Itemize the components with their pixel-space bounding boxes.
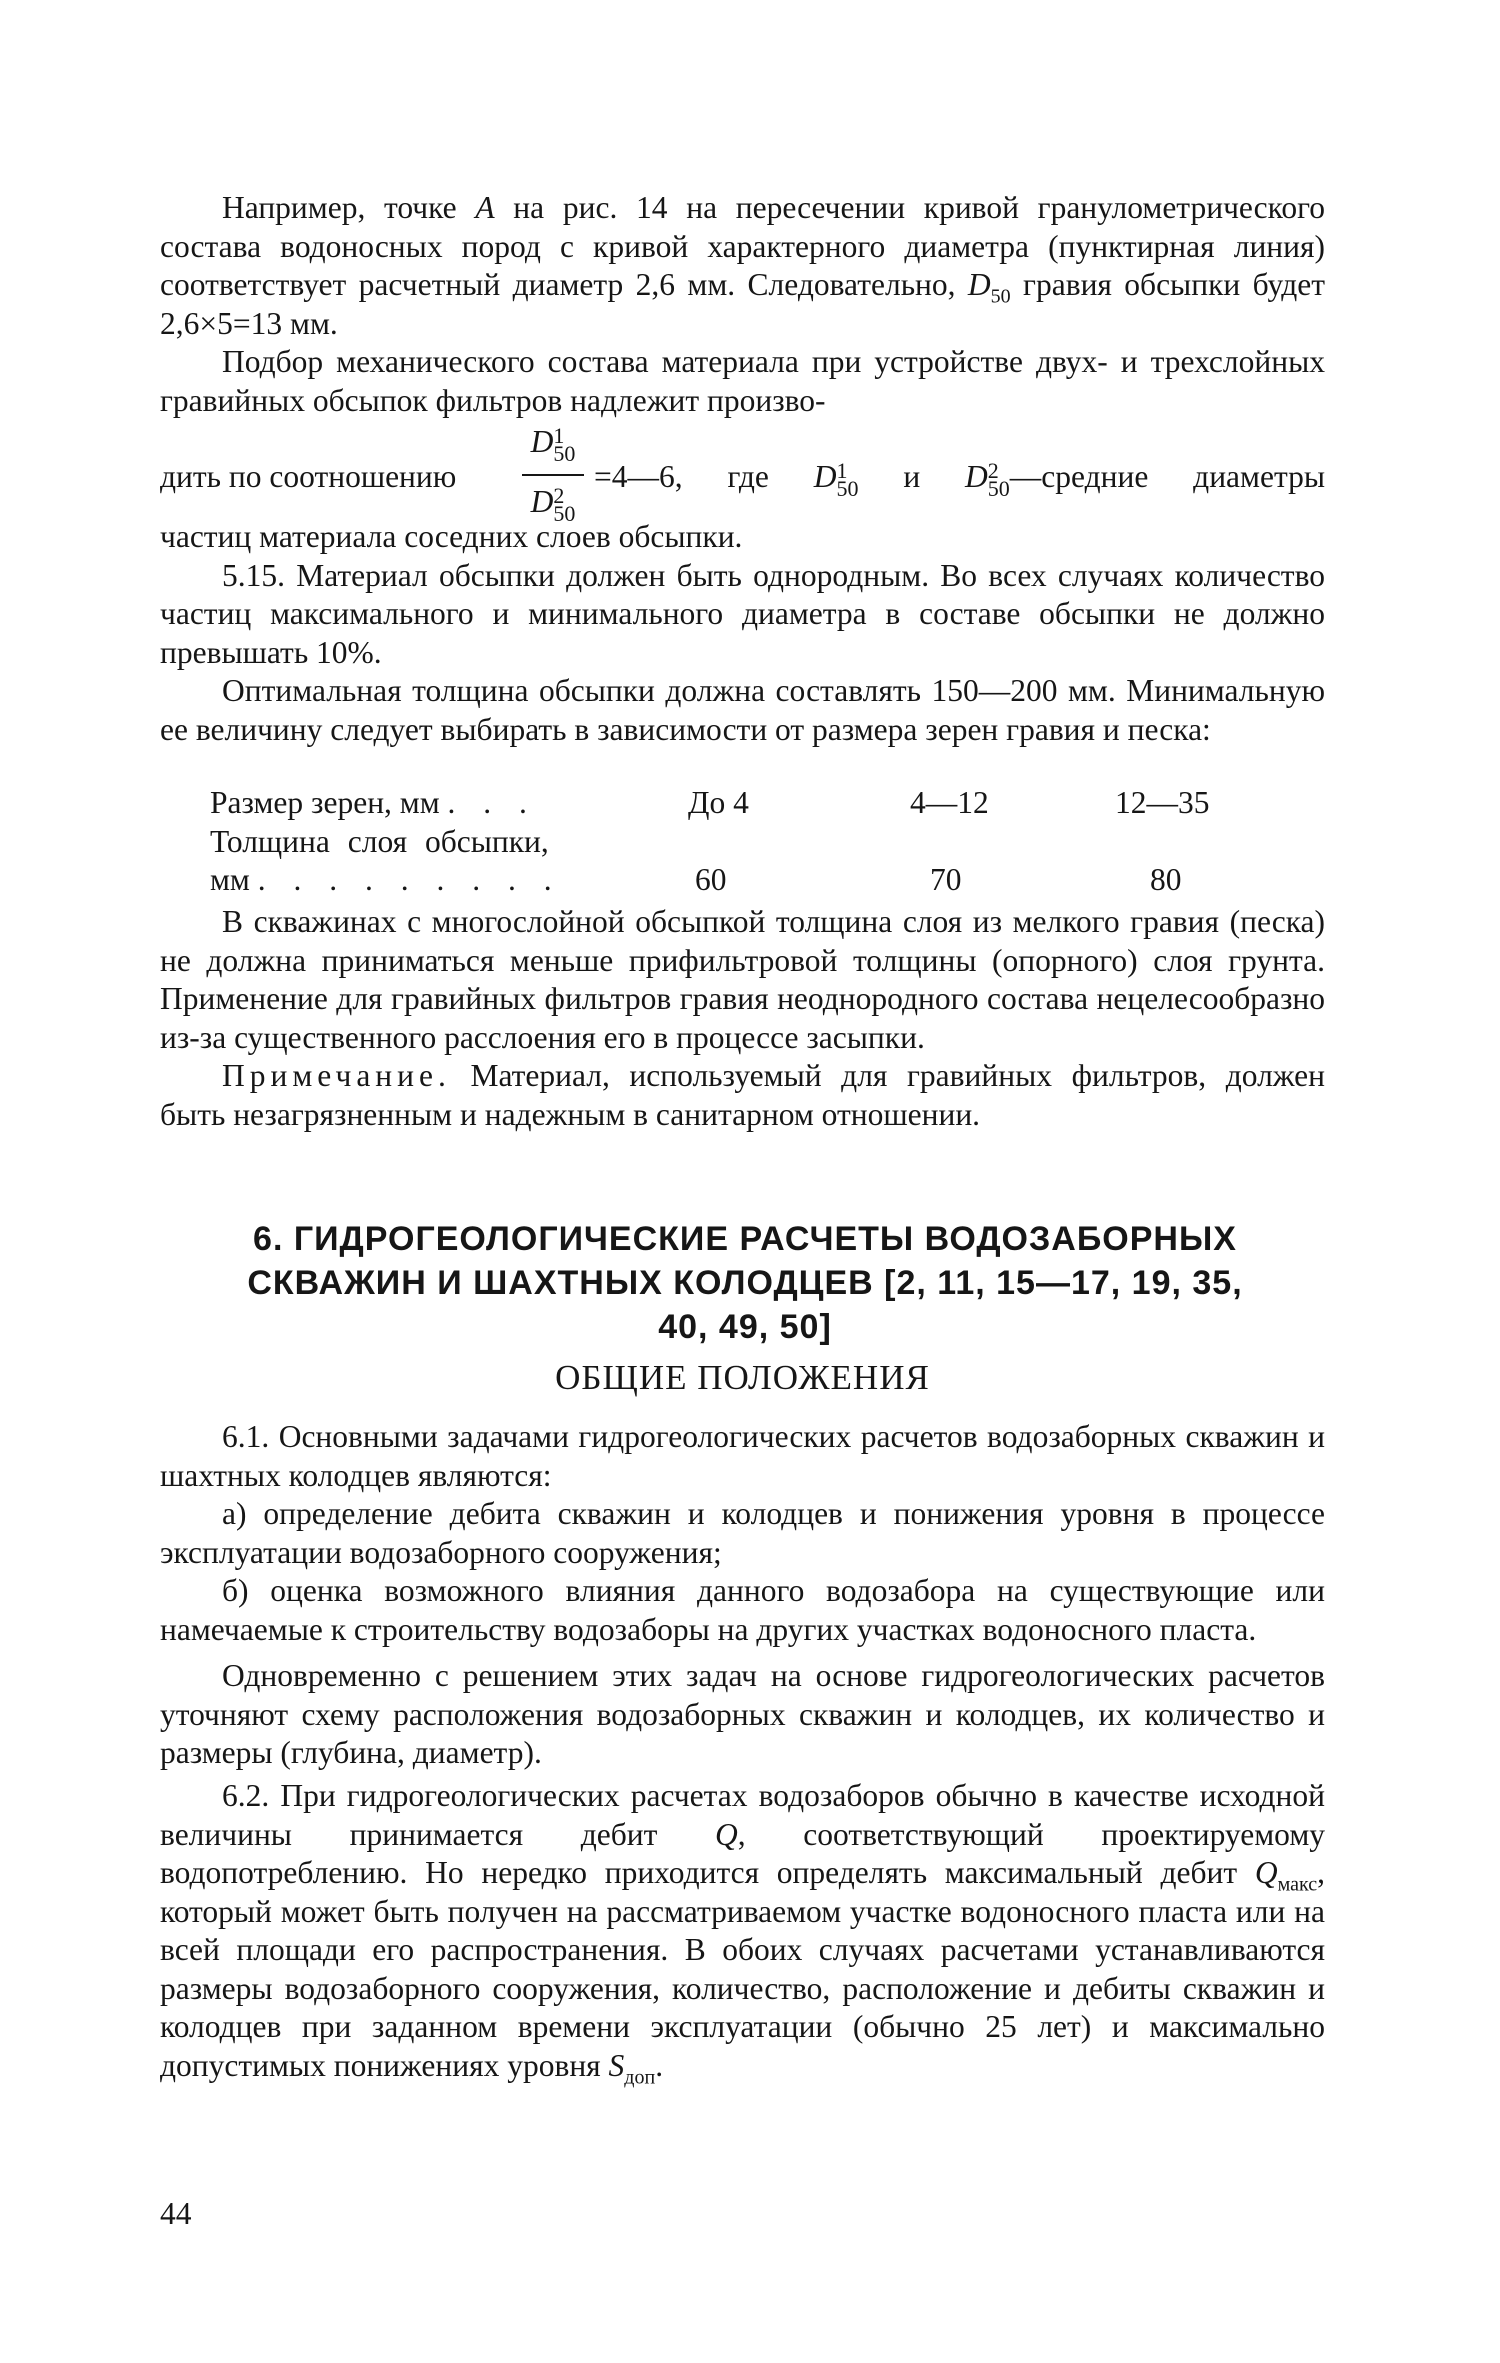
fraction-numerator: D 1 50 <box>530 422 576 466</box>
table-cell: 12—35 <box>1115 785 1210 820</box>
table-row: мм . . . . . . . . . 60 70 80 <box>210 861 1270 900</box>
list-item: б) оценка возможного влияния данного водозабора на существующие или намечаемые к строительству водозаборы на других участках водоносного пласта. <box>160 1573 1325 1647</box>
row-label-grain-size: Размер зерен, мм <box>210 785 440 820</box>
table-cell: 70 <box>930 862 962 897</box>
page-number: 44 <box>160 2196 192 2231</box>
intro-block <box>160 189 1325 420</box>
list-item: а) определение дебита скважин и колодцев и понижения уровня в процессе эксплуатации водозаборного сооружения; <box>160 1496 1325 1570</box>
note-paragraph: Примечание. Материал, используемый для гравийных фильтров, должен быть незагрязненным и надежным в санитарном отношении. <box>160 1058 1325 1132</box>
paragraph-example: Например, точке А на рис. 14 на пересечении кривой гранулометрического состава водоносных пород с кривой характерного диаметра (пунктирная линия) соответствует расчетный диаметр 2,6 мм. Следовательно, $D_{50}$ гравия обсыпки будет 2,6×5=13 мм. <box>160 190 1325 341</box>
section-6-2 <box>160 1777 1326 2088</box>
section-5-15 <box>160 518 1325 749</box>
table-cell: 80 <box>1150 862 1182 897</box>
grain-size-table <box>210 784 1270 900</box>
paragraph-multilayer: В скважинах с многослойной обсыпкой толщина слоя из мелкого гравия (песка) не должна приниматься меньше прифильтровой толщины (опорного) слоя грунта. Применение для гравийных фильтров гравия неоднородного состава нецелесообразно из-за существенного расслоения его в процессе засыпки. <box>160 904 1325 1055</box>
formula-rest: =4—6, где D 1 50 и D 2 50 —средние диаметры <box>594 457 1326 501</box>
table-row <box>210 823 1270 862</box>
paragraph-optimal-thickness: Оптимальная толщина обсыпки должна составлять 150—200 мм. Минимальную ее величину следует выбирать в зависимости от размера зерен гравия и песка: <box>160 673 1325 747</box>
fraction-denominator: D 2 50 <box>530 482 576 526</box>
paragraph-6-1: 6.1. Основными задачами гидрогеологических расчетов водозаборных скважин и шахтных колодцев являются: <box>160 1419 1325 1493</box>
subsection-heading: ОБЩИЕ ПОЛОЖЕНИЯ <box>555 1358 930 1397</box>
paragraph-6-2: 6.2. При гидрогеологических расчетах водозаборов обычно в качестве исходной величины принимается дебит Q, соответствующий проектируемому водопотреблению. Но нередко приходится определять максимальный дебит $Q_{макс}$, который может быть получен на рассматриваемом участке водоносного пласта или на всей площади его распространения. В обоих случаях расчетами устанавливаются размеры водозаборного сооружения, количество, расположение и дебиты скважин и колодцев при заданном времени эксплуатации (обычно 25 лет) и максимально допустимых понижениях уровня $S_{доп}$. <box>160 1778 1326 2088</box>
formula-lead: дить по соотношению <box>160 459 457 494</box>
section-6-1 <box>160 1418 1325 1773</box>
table-row: Размер зерен, мм . . . До 4 4—12 12—35 <box>210 784 1270 823</box>
note-label: Примечание. <box>222 1058 451 1093</box>
table-cell: 60 <box>695 862 727 897</box>
paragraph-after-formula: частиц материала соседних слоев обсыпки. <box>160 519 743 554</box>
fraction-bar <box>522 474 584 476</box>
paragraph-selection: Подбор механического состава материала при устройстве двух- и трехслойных гравийных обсыпок фильтров надлежит произво- <box>160 344 1325 418</box>
paragraph-simultaneous: Одновременно с решением этих задач на основе гидрогеологических расчетов уточняют схему расположения водозаборных скважин и колодцев, их количество и размеры (глубина, диаметр). <box>160 1658 1325 1770</box>
section-heading: 6. ГИДРОГЕОЛОГИЧЕСКИЕ РАСЧЕТЫ ВОДОЗАБОРНЫХ СКВАЖИН И ШАХТНЫХ КОЛОДЦЕВ [2, 11, 15—17, 19, 35, 40, 49, 50] <box>247 1220 1243 1346</box>
multilayer-block <box>160 903 1325 1134</box>
paragraph-5-15: 5.15. Материал обсыпки должен быть однородным. Во всех случаях количество частиц максимального и минимального диаметра в составе обсыпки не должно превышать 10%. <box>160 557 1325 670</box>
row-label-thickness: Толщина слоя обсыпки, <box>210 823 549 859</box>
point-a: А <box>475 190 495 225</box>
table-cell: 4—12 <box>910 785 989 820</box>
table-cell: До 4 <box>688 785 749 820</box>
